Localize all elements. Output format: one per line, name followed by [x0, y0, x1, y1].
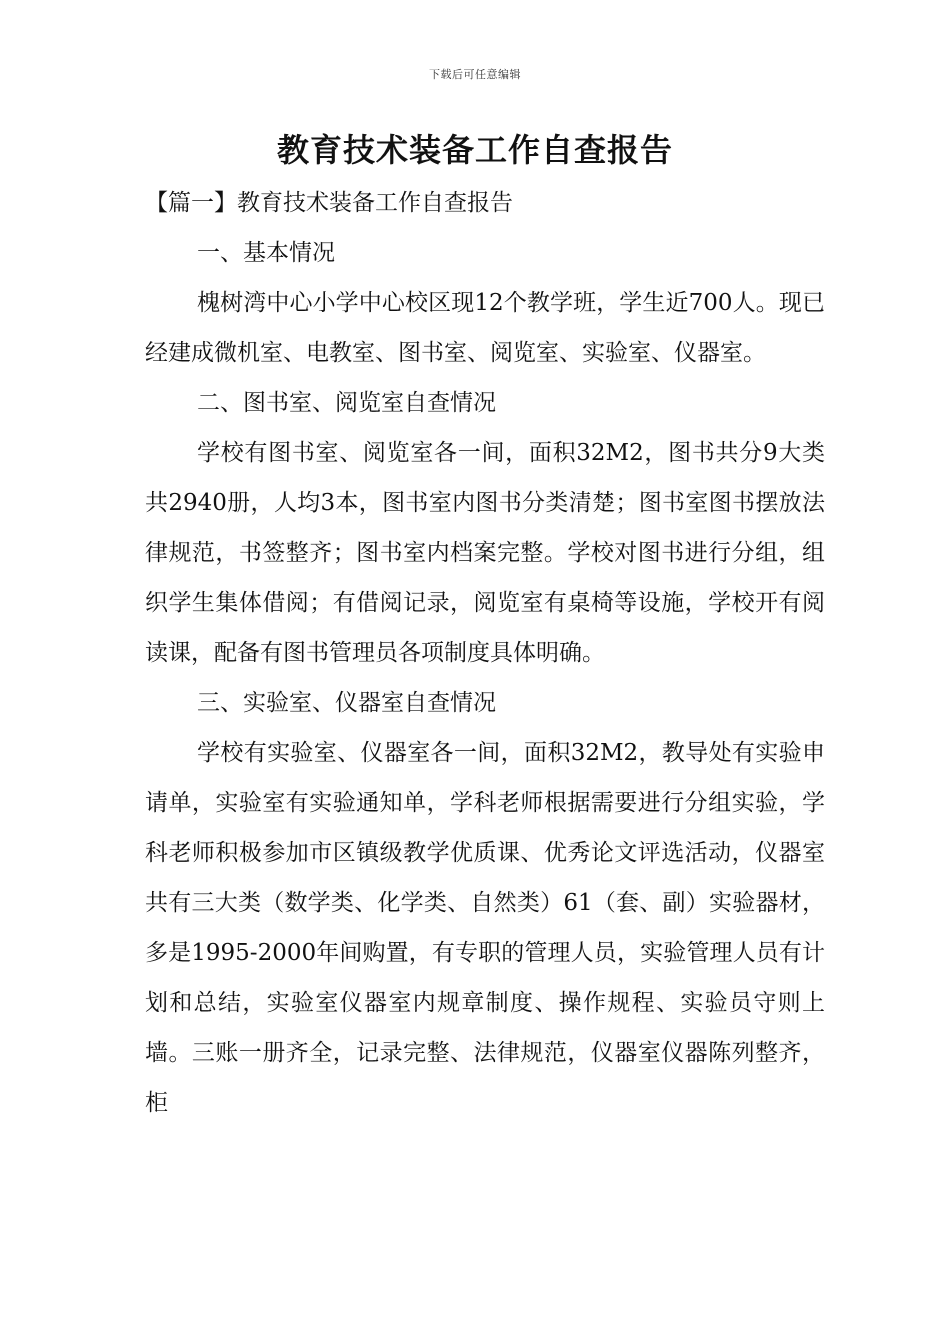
section-heading-basic: 一、基本情况 — [197, 240, 335, 266]
header-note: 下载后可任意编辑 — [429, 68, 521, 81]
document-title: 教育技术装备工作自查报告 — [276, 131, 673, 169]
part-label: 【篇一】教育技术装备工作自查报告 — [145, 190, 513, 216]
section-heading-lab: 三、实验室、仪器室自查情况 — [197, 690, 496, 716]
paragraph-lab: 学校有实验室、仪器室各一间，面积32M2，教导处有实验申请单，实验室有实验通知单，学科老师根据需要进行分组实验，学科老师积极参加市区镇级教学优质课、优秀论文评选活动，仪器室共有三大类（数学类、化学类、自然类）61（套、副）实验器材，多是1995-2000年间购置，有专职的管理人员，实验管理人员有计划和总结，实验室仪器室内规章制度、操作规程、实验员守则上墙。三账一册齐全，记录完整、法律规范，仪器室仪器陈列整齐，柜 — [145, 740, 825, 1116]
paragraph-library: 学校有图书室、阅览室各一间，面积32M2，图书共分9大类共2940册，人均3本，图书室内图书分类清楚；图书室图书摆放法律规范，书签整齐；图书室内档案完整。学校对图书进行分组，组织学生集体借阅；有借阅记录，阅览室有桌椅等设施，学校开有阅读课，配备有图书管理员各项制度具体明确。 — [145, 440, 825, 666]
section-heading-library: 二、图书室、阅览室自查情况 — [197, 390, 496, 416]
paragraph-basic: 槐树湾中心小学中心校区现12个教学班，学生近700人。现已经建成微机室、电教室、图书室、阅览室、实验室、仪器室。 — [145, 290, 825, 366]
document-body — [145, 178, 825, 1128]
